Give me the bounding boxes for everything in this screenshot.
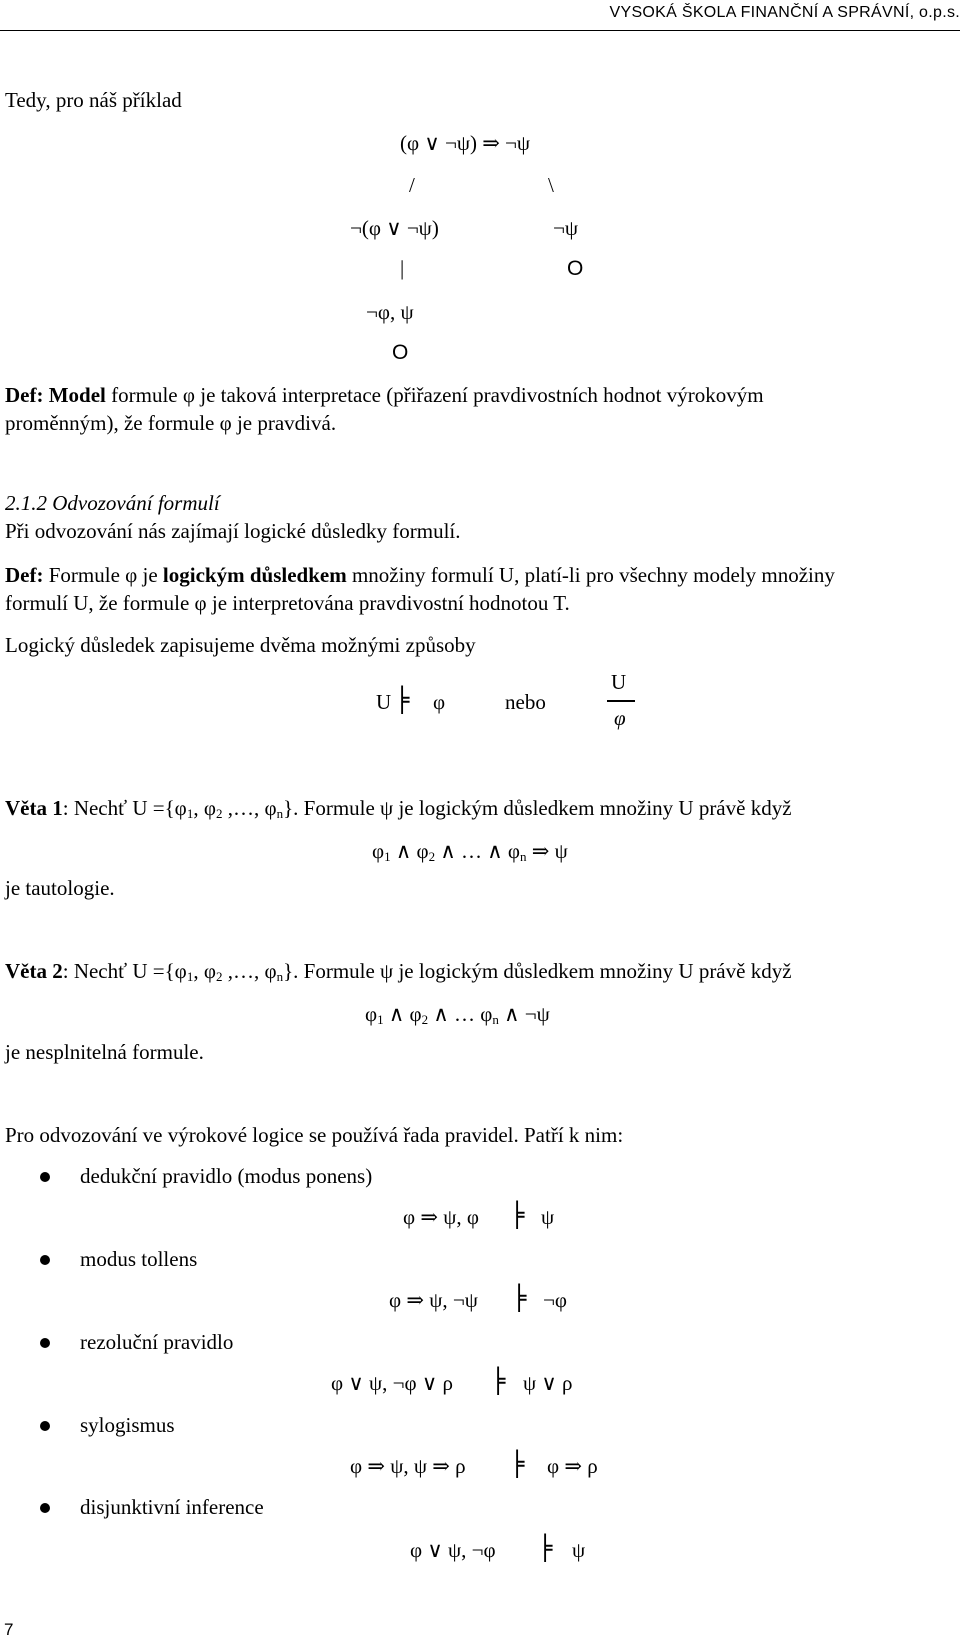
theorem-text: }. Formule ψ je logickým důsledkem množiny U právě když	[283, 959, 792, 983]
theorem-text: : Nechť U ={φ	[62, 796, 187, 820]
theorem-text: }. Formule ψ je logickým důsledkem množiny U právě když	[283, 796, 792, 820]
bullet-icon	[40, 1338, 50, 1348]
rule-name: sylogismus	[80, 1413, 175, 1437]
def-label: Def:	[5, 563, 44, 587]
theorem-text: ,…, φ	[222, 796, 277, 820]
subscript: 1	[377, 1012, 384, 1027]
notation-phi: φ	[433, 690, 446, 714]
rule-premises: φ ⇒ ψ, ¬ψ	[389, 1288, 478, 1312]
rule-name: modus tollens	[80, 1247, 198, 1271]
subscript: n	[492, 1012, 499, 1027]
page-number: 7	[4, 1620, 14, 1639]
formula-part: φ	[365, 1002, 378, 1026]
theorem-2-formula	[365, 1002, 550, 1027]
theorem-label: Věta 2	[5, 959, 63, 983]
theorem-1	[5, 794, 955, 822]
formula-part: ∧ φ	[390, 839, 429, 863]
tree-branch-left: /	[409, 173, 415, 197]
rule-name: rezoluční pravidlo	[80, 1330, 234, 1354]
bullet-icon	[40, 1255, 50, 1265]
subscript: 2	[428, 849, 436, 864]
definition-model-line2: proměnným), že formule φ je pravdivá.	[5, 411, 337, 435]
rule-conclusion: ψ ∨ ρ	[523, 1371, 573, 1395]
subscript: 2	[215, 806, 223, 821]
theorem-2-conclusion: je nesplnitelná formule.	[5, 1040, 204, 1064]
formula-part: ⇒ ψ	[526, 839, 568, 863]
rule-conclusion: φ ⇒ ρ	[547, 1454, 598, 1478]
rule-premises: φ ⇒ ψ, φ	[403, 1205, 479, 1229]
rule-name: dedukční pravidlo (modus ponens)	[80, 1164, 373, 1188]
tree-root: (φ ∨ ¬ψ) ⇒ ¬ψ	[400, 131, 531, 155]
bullet-icon	[40, 1172, 50, 1182]
fraction-line	[607, 700, 635, 702]
subscript: n	[276, 969, 284, 984]
def-term: logickým důsledkem	[162, 563, 347, 587]
tree-left-node: ¬(φ ∨ ¬ψ)	[350, 216, 439, 240]
rule-conclusion: ψ	[541, 1205, 555, 1229]
theorem-text: : Nechť U ={φ	[62, 959, 187, 983]
theorem-text: , φ	[193, 959, 216, 983]
formula-part: φ	[372, 839, 385, 863]
subscript: 1	[186, 806, 194, 821]
header-rule	[0, 30, 960, 31]
definition-model	[5, 381, 955, 409]
rules-intro: Pro odvozování ve výrokové logice se používá řada pravidel. Patří k nim:	[5, 1123, 624, 1147]
subscript: 2	[215, 969, 223, 984]
notation-text: Logický důsledek zapisujeme dvěma možnými způsoby	[5, 633, 476, 657]
theorem-text: ,…, φ	[222, 959, 277, 983]
tree-branch-right: \	[548, 173, 554, 197]
def-pre: Formule φ je	[48, 563, 158, 587]
turnstile-symbol: ╞	[395, 686, 410, 714]
tree-left-bar: |	[400, 256, 405, 280]
theorem-2	[5, 957, 955, 985]
subscript: n	[276, 806, 284, 821]
tree-left-closed-marker: O	[392, 341, 409, 364]
section-title: Odvozování formulí	[52, 491, 220, 515]
definition-consequence-line2: formulí U, že formule φ je interpretována pravdivostní hodnotou T.	[5, 591, 570, 615]
turnstile-symbol: ╞	[538, 1534, 553, 1562]
rule-conclusion: ψ	[572, 1538, 586, 1562]
notation-u: U	[376, 690, 392, 714]
notation-nebo: nebo	[505, 690, 546, 714]
formula-part: ∧ … ∧ φ	[435, 839, 520, 863]
turnstile-symbol: ╞	[512, 1284, 527, 1312]
fraction-bottom: φ	[614, 706, 626, 730]
running-header: VYSOKÁ ŠKOLA FINANČNÍ A SPRÁVNÍ, o.p.s.	[609, 4, 960, 21]
fraction-top: U	[611, 670, 627, 694]
bullet-icon	[40, 1503, 50, 1513]
def-term: Model	[48, 383, 106, 407]
subscript: 1	[384, 849, 391, 864]
theorem-1-conclusion: je tautologie.	[5, 876, 115, 900]
rule-name: disjunktivní inference	[80, 1495, 264, 1519]
tree-right-closed-marker: O	[567, 257, 584, 280]
subscript: n	[520, 849, 527, 864]
subscript: 1	[186, 969, 194, 984]
def-post: množiny formulí U, platí-li pro všechny modely množiny	[351, 563, 835, 587]
rule-conclusion: ¬φ	[543, 1288, 567, 1312]
intro-text: Tedy, pro náš příklad	[5, 88, 182, 112]
section-intro: Při odvozování nás zajímají logické důsledky formulí.	[5, 519, 461, 543]
subscript: 2	[421, 1012, 429, 1027]
formula-part: ∧ … φ	[428, 1002, 493, 1026]
section-number: 2.1.2	[5, 491, 47, 515]
definition-consequence	[5, 561, 955, 589]
theorem-label: Věta 1	[5, 796, 63, 820]
formula-part: ∧ ¬ψ	[498, 1002, 550, 1026]
def-label: Def:	[5, 383, 44, 407]
theorem-text: , φ	[193, 796, 216, 820]
def-text-line1: formule φ je taková interpretace (přiřazení pravdivostních hodnot výrokovým	[111, 383, 764, 407]
formula-part: ∧ φ	[383, 1002, 422, 1026]
bullet-icon	[40, 1421, 50, 1431]
turnstile-symbol: ╞	[510, 1450, 525, 1478]
turnstile-symbol: ╞	[491, 1367, 506, 1395]
turnstile-symbol: ╞	[510, 1201, 525, 1229]
tree-right-node: ¬ψ	[553, 216, 578, 240]
rule-premises: φ ∨ ψ, ¬φ ∨ ρ	[331, 1371, 453, 1395]
tree-left-leaf: ¬φ, ψ	[366, 300, 414, 324]
theorem-1-formula	[372, 839, 568, 864]
rule-premises: φ ∨ ψ, ¬φ	[410, 1538, 496, 1562]
section-heading	[5, 489, 955, 517]
rule-premises: φ ⇒ ψ, ψ ⇒ ρ	[350, 1454, 466, 1478]
